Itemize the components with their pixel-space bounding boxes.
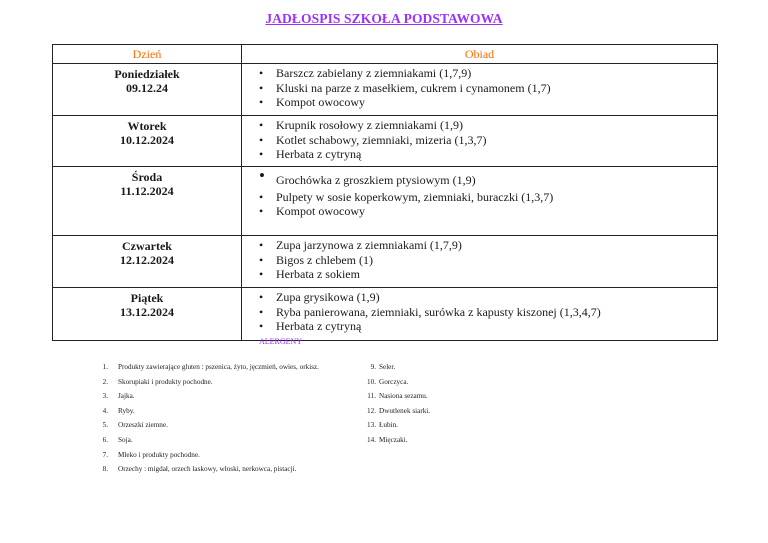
allergen-number: 2. — [102, 377, 108, 386]
allergen-text: Jajka. — [118, 392, 135, 401]
day-cell — [53, 167, 242, 236]
meal-item: • Barszcz zabielany z ziemniakami (1,7,9) — [276, 66, 717, 81]
meal-item: • Grochówka z groszkiem ptysiowym (1,9) — [276, 173, 717, 188]
allergen-number: 3. — [102, 392, 108, 401]
allergen-text: Soja. — [118, 435, 133, 444]
meals-cell — [242, 236, 718, 288]
allergen-item — [96, 433, 319, 448]
table-row — [53, 288, 718, 341]
meal-item: • Ryba panierowana, ziemniaki, surówka z kapusty kiszonej (1,3,4,7) — [276, 305, 717, 320]
day-date: 13.12.2024 — [120, 305, 174, 319]
allergen-item — [96, 462, 319, 477]
meals-cell — [242, 64, 718, 116]
meal-list — [242, 288, 717, 334]
meal-list — [242, 64, 717, 110]
day-name: Środa — [131, 170, 163, 184]
meal-list — [242, 116, 717, 162]
allergen-number: 4. — [102, 406, 108, 415]
table-row — [53, 116, 718, 167]
allergen-item — [96, 360, 319, 375]
day-date: 09.12.24 — [126, 81, 168, 95]
meal-item: • Zupa grysikowa (1,9) — [276, 290, 717, 305]
allergen-text: Mięczaki. — [379, 435, 408, 444]
allergen-item — [96, 418, 319, 433]
meal-item: • Zupa jarzynowa z ziemniakami (1,7,9) — [276, 238, 717, 253]
meal-list — [242, 167, 717, 219]
meals-cell — [242, 288, 718, 341]
day-name: Piątek — [130, 291, 164, 305]
allergen-number: 6. — [102, 435, 108, 444]
header-lunch: Obiad — [242, 45, 718, 64]
allergen-item — [360, 433, 430, 448]
allergen-text: Dwutlenek siarki. — [379, 406, 431, 415]
allergen-text: Gorczyca. — [379, 377, 409, 386]
allergen-text: Nasiona sezamu. — [379, 392, 428, 401]
day-cell — [53, 64, 242, 116]
allergen-item — [360, 389, 430, 404]
meal-item: • Bigos z chlebem (1) — [276, 253, 717, 268]
day-name: Poniedziałek — [114, 67, 180, 81]
allergen-number: 1. — [102, 363, 108, 371]
allergen-number: 9. — [370, 363, 376, 371]
day-cell — [53, 288, 242, 341]
allergen-item — [360, 360, 430, 375]
meal-item: • Kluski na parze z masełkiem, cukrem i cynamonem (1,7) — [276, 81, 717, 96]
table-row — [53, 236, 718, 288]
day-name: Wtorek — [127, 119, 167, 133]
header-day: Dzień — [53, 45, 242, 64]
allergen-list-left — [96, 360, 319, 477]
meal-item: • Herbata z cytryną — [276, 319, 717, 334]
day-cell — [53, 236, 242, 288]
allergen-item — [96, 448, 319, 463]
page-title: JADŁOSPIS SZKOŁA PODSTAWOWA — [265, 11, 503, 26]
allergen-number: 5. — [102, 421, 108, 430]
meals-cell — [242, 116, 718, 167]
allergen-number: 7. — [102, 450, 108, 459]
allergen-number: 13. — [367, 421, 376, 430]
allergen-item — [360, 404, 430, 419]
allergen-number: 14. — [367, 435, 376, 444]
meal-item: • Kotlet schabowy, ziemniaki, mizeria (1,3,7) — [276, 133, 717, 148]
table-header-row — [53, 45, 718, 64]
day-cell — [53, 116, 242, 167]
allergen-item — [96, 375, 319, 390]
allergen-text: Orzeszki ziemne. — [118, 421, 168, 430]
allergen-text: Seler. — [379, 363, 396, 371]
allergen-number: 10. — [367, 377, 376, 386]
allergens-title: ALERGENY — [259, 337, 303, 346]
allergen-item — [360, 375, 430, 390]
allergen-number: 12. — [367, 406, 376, 415]
meal-item: • Herbata z cytryną — [276, 147, 717, 162]
allergen-text: Łubin. — [379, 421, 398, 430]
allergen-item — [96, 404, 319, 419]
day-date: 10.12.2024 — [120, 133, 174, 147]
allergen-text: Ryby. — [118, 406, 135, 415]
day-date: 11.12.2024 — [120, 184, 174, 198]
meal-item: • Herbata z sokiem — [276, 267, 717, 282]
meal-item: • Pulpety w sosie koperkowym, ziemniaki, buraczki (1,3,7) — [276, 190, 717, 205]
table-row — [53, 167, 718, 236]
meal-item: • Kompot owocowy — [276, 204, 717, 219]
allergen-item — [360, 418, 430, 433]
day-name: Czwartek — [122, 239, 172, 253]
allergen-item — [96, 389, 319, 404]
allergen-text: Skorupiaki i produkty pochodne. — [118, 377, 213, 386]
allergen-text: Orzechy : migdał, orzech laskowy, włoski, nerkowca, pistacji. — [118, 465, 297, 474]
meal-item: • Krupnik rosołowy z ziemniakami (1,9) — [276, 118, 717, 133]
meal-item: • Kompot owocowy — [276, 95, 717, 110]
menu-table — [52, 44, 718, 341]
day-date: 12.12.2024 — [120, 253, 174, 267]
allergen-number: 11. — [367, 392, 376, 401]
allergen-list-right — [360, 360, 430, 448]
allergen-text: Mleko i produkty pochodne. — [118, 450, 200, 459]
meal-list — [242, 236, 717, 282]
allergen-text: Produkty zawierające gluten : pszenica, żyto, jęczmień, owies, orkisz. — [118, 363, 319, 371]
allergen-number: 8. — [102, 465, 108, 474]
meals-cell — [242, 167, 718, 236]
table-row — [53, 64, 718, 116]
